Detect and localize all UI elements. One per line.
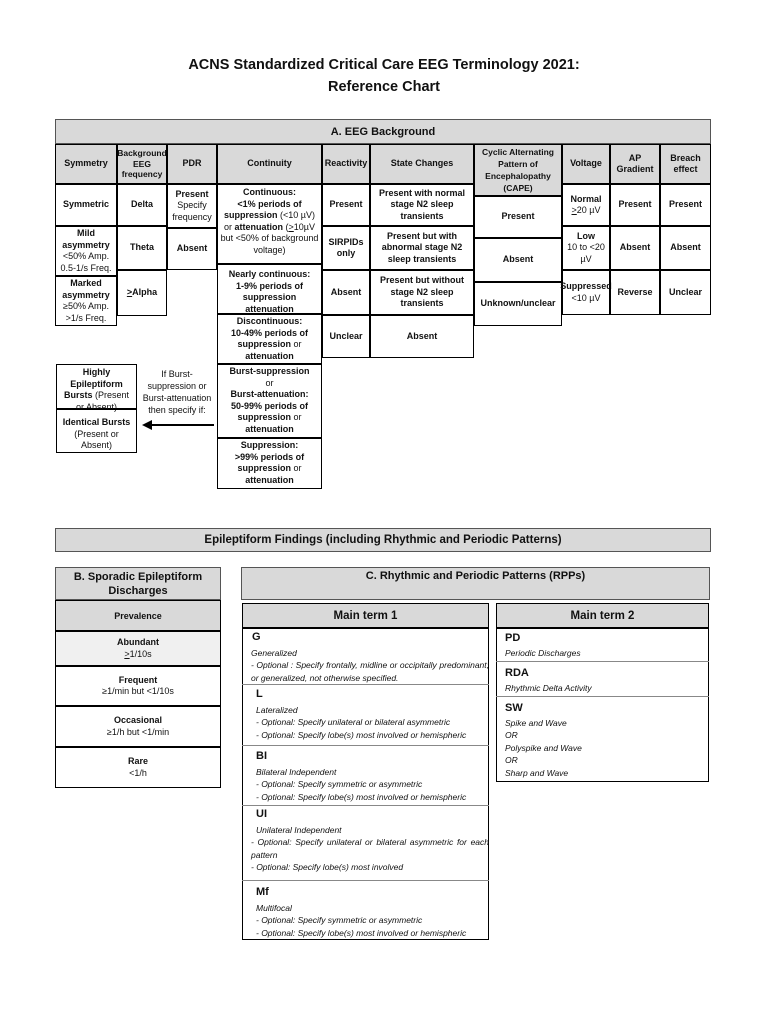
divider xyxy=(242,880,489,881)
continuous-text-a: <1% periods of suppression xyxy=(224,198,302,220)
term-sw-or-2: OR xyxy=(505,755,518,766)
discontinuous-text-b: or xyxy=(291,339,302,349)
term-periodic-discharges xyxy=(497,630,708,659)
marked-asymmetry-freq: >1/s Freq. xyxy=(65,312,107,323)
term-rda: RDA xyxy=(505,667,529,679)
term-g-desc: Generalized xyxy=(251,648,297,658)
term-l-optional-2: - Optional: Specify lobe(s) most involved or hemispheric xyxy=(256,729,467,740)
term-mf-desc: Multifocal xyxy=(256,903,292,913)
discontinuous-text-c: attenuation xyxy=(245,350,294,361)
epileptiform-section-title: Epileptiform Findings (including Rhythmic and Periodic Patterns) xyxy=(55,528,711,552)
rare-value: <1/h xyxy=(129,767,147,778)
highly-epileptiform-title: Highly Epileptiform Bursts xyxy=(63,367,123,400)
divider xyxy=(496,696,709,697)
header-reactivity: Reactivity xyxy=(322,144,370,184)
marked-asymmetry-amp: ≥50% Amp. xyxy=(63,301,109,311)
symmetry-marked xyxy=(55,276,117,326)
eeg-background-section-title: A. EEG Background xyxy=(55,119,711,144)
term-ui-desc: Unilateral Independent xyxy=(256,825,342,835)
burst-attenuation-title: Burst-attenuation: xyxy=(230,389,309,399)
term-mf-optional-1: - Optional: Specify symmetric or asymmetric xyxy=(256,915,423,926)
term-l-desc: Lateralized xyxy=(256,705,298,715)
main-term-2-header: Main term 2 xyxy=(496,603,709,628)
continuous-text-b: (<10 µV) or xyxy=(224,210,315,232)
continuity-suppression xyxy=(217,438,322,489)
term-l-optional-1: - Optional: Specify unilateral or bilateral asymmetric xyxy=(256,717,451,728)
abundant-ge-symbol: > xyxy=(124,648,130,659)
header-ap-gradient: AP Gradient xyxy=(610,144,660,184)
frequency-delta: Delta xyxy=(117,184,167,226)
voltage-low xyxy=(562,226,610,270)
burst-suppression-title: Burst-suppression xyxy=(229,366,310,376)
prevalence-abundant xyxy=(55,631,221,666)
voltage-ge-symbol: > xyxy=(571,205,577,215)
cape-present: Present xyxy=(474,196,562,238)
suppression-text-a: >99% periods of suppression xyxy=(234,451,305,473)
term-ui: UI xyxy=(256,808,267,820)
term-ui-optional-1: - Optional: Specify unilateral or bilateral asymmetric for each pattern xyxy=(251,837,489,860)
highly-epileptiform-bursts xyxy=(56,364,137,412)
voltage-suppressed xyxy=(562,270,610,315)
cape-unknown: Unknown/unclear xyxy=(474,282,562,326)
header-breach-effect: Breach effect xyxy=(660,144,711,184)
continuous-text-d: ( xyxy=(283,221,289,232)
breach-present: Present xyxy=(660,184,711,226)
term-g-optional: - Optional : Specify frontally, midline or occipitally predominant; or generalized, not otherwise specified. xyxy=(251,660,489,683)
marked-asymmetry-title: Marked asymmetry xyxy=(62,278,110,300)
term-spike-and-wave xyxy=(497,700,708,779)
rpp-title: C. Rhythmic and Periodic Patterns (RPPs) xyxy=(241,567,710,600)
term-bi-optional-1: - Optional: Specify symmetric or asymmetric xyxy=(256,779,423,790)
term-bi: BI xyxy=(256,750,267,762)
reactivity-sirpids: SIRPIDs only xyxy=(322,226,370,270)
term-ui-optional-2: - Optional: Specify lobe(s) most involved xyxy=(251,862,404,873)
mild-asymmetry-freq: 0.5-1/s Freq. xyxy=(60,262,112,273)
ap-gradient-present: Present xyxy=(610,184,660,226)
term-sw: SW xyxy=(505,702,523,714)
header-symmetry: Symmetry xyxy=(55,144,117,184)
continuous-text-e: 10µV but <50% of background voltage) xyxy=(220,221,319,255)
frequency-alpha xyxy=(117,270,167,316)
header-voltage: Voltage xyxy=(562,144,610,184)
term-bi-desc: Bilateral Independent xyxy=(256,767,337,777)
term-unilateral-independent xyxy=(242,806,489,874)
term-generalized xyxy=(242,629,489,684)
identical-bursts-note: (Present or Absent) xyxy=(74,428,119,450)
reactivity-absent: Absent xyxy=(322,270,370,315)
burst-text-c: attenuation xyxy=(245,423,294,434)
term-pd-desc: Periodic Discharges xyxy=(505,648,581,658)
voltage-suppressed-title: Suppressed xyxy=(560,281,612,291)
state-changes-absent: Absent xyxy=(370,315,474,358)
state-changes-abnormal: Present but with abnormal stage N2 sleep transients xyxy=(370,226,474,270)
frequent-value: ≥1/min but <1/10s xyxy=(102,686,174,696)
term-bi-optional-2: - Optional: Specify lobe(s) most involved or hemispheric xyxy=(256,791,467,802)
term-rhythmic-delta xyxy=(497,665,708,694)
voltage-suppressed-value: <10 µV xyxy=(571,292,601,303)
burst-text-a: 50-99% periods of suppression xyxy=(230,400,309,422)
abundant-value-wrap xyxy=(124,649,151,661)
suppression-text-c: attenuation xyxy=(245,474,294,485)
continuous-ge-symbol: > xyxy=(288,221,294,232)
state-changes-normal: Present with normal stage N2 sleep transients xyxy=(370,184,474,226)
main-term-1-header: Main term 1 xyxy=(242,603,489,628)
page-subtitle: Reference Chart xyxy=(327,79,440,95)
cape-absent: Absent xyxy=(474,238,562,282)
prevalence-occasional xyxy=(55,706,221,747)
pdr-present-note: Specify frequency xyxy=(172,200,212,222)
term-bilateral-independent xyxy=(242,748,489,803)
continuity-burst xyxy=(217,364,322,438)
pdr-present-label: Present xyxy=(175,188,209,199)
sporadic-title: B. Sporadic Epileptiform Discharges xyxy=(55,567,221,600)
nearly-continuous-text: 1-9% periods of suppression attenuation xyxy=(235,280,303,314)
occasional-label: Occasional xyxy=(113,715,163,725)
pdr-present xyxy=(167,184,217,228)
mild-asymmetry-amp: <50% Amp. xyxy=(62,251,110,261)
term-rda-desc: Rhythmic Delta Activity xyxy=(505,683,592,693)
highly-epileptiform-note: (Present or Absent) xyxy=(75,390,130,412)
continuous-title: Continuous: xyxy=(243,187,296,197)
voltage-normal-value: 20 µV xyxy=(576,205,601,215)
identical-bursts xyxy=(56,409,137,453)
abundant-value: 1/10s xyxy=(129,648,152,659)
term-multifocal xyxy=(242,884,489,939)
voltage-low-title: Low xyxy=(577,230,595,241)
mild-asymmetry-title: Mild asymmetry xyxy=(62,228,110,250)
reactivity-present: Present xyxy=(322,184,370,226)
term-lateralized xyxy=(242,686,489,741)
occasional-value: ≥1/h but <1/min xyxy=(106,726,170,737)
continuous-text-c: attenuation xyxy=(234,221,284,232)
breach-unclear: Unclear xyxy=(660,270,711,315)
page-title: ACNS Standardized Critical Care EEG Terminology 2021: xyxy=(188,57,580,73)
frequency-theta: Theta xyxy=(117,226,167,270)
term-sw-or-1: OR xyxy=(505,730,518,741)
continuity-continuous xyxy=(217,184,322,264)
term-sw-desc-2: Polyspike and Wave xyxy=(505,742,582,753)
term-g: G xyxy=(252,631,261,643)
ap-gradient-reverse: Reverse xyxy=(610,270,660,315)
continuity-discontinuous xyxy=(217,314,322,364)
pdr-absent: Absent xyxy=(167,228,217,270)
term-sw-desc-1: Spike and Wave xyxy=(505,718,567,728)
discontinuous-title: Discontinuous: xyxy=(236,316,303,326)
divider xyxy=(242,745,489,746)
left-arrow-icon xyxy=(140,418,216,432)
symmetry-mild xyxy=(55,226,117,276)
voltage-low-value: 10 to <20 µV xyxy=(567,242,605,264)
reactivity-unclear: Unclear xyxy=(322,315,370,358)
header-state-changes: State Changes xyxy=(370,144,474,184)
header-cape: Cyclic Alternating Pattern of Encephalopathy (CAPE) xyxy=(474,144,562,196)
voltage-normal-value-wrap xyxy=(572,205,601,217)
prevalence-rare xyxy=(55,747,221,788)
term-l: L xyxy=(256,688,263,700)
header-pdr: PDR xyxy=(167,144,217,184)
term-sw-desc-3: Sharp and Wave xyxy=(505,767,569,778)
discontinuous-text-a: 10-49% periods of suppression xyxy=(230,327,309,349)
alpha-label: Alpha xyxy=(132,287,158,298)
state-changes-without: Present but without stage N2 sleep transients xyxy=(370,270,474,315)
continuity-nearly xyxy=(217,264,322,314)
symmetry-symmetric: Symmetric xyxy=(55,184,117,226)
burst-text-b: or xyxy=(291,412,302,422)
rare-label: Rare xyxy=(127,756,148,766)
abundant-label: Abundant xyxy=(117,637,159,647)
term-pd: PD xyxy=(505,632,521,644)
breach-absent: Absent xyxy=(660,226,711,270)
alpha-ge-symbol: > xyxy=(126,287,133,298)
divider xyxy=(496,661,709,662)
voltage-normal-title: Normal xyxy=(570,193,602,204)
bursts-note: If Burst-suppression or Burst-attenuation then specify if: xyxy=(142,369,212,415)
header-frequency: Background EEG frequency xyxy=(117,144,167,184)
voltage-normal xyxy=(562,184,610,226)
header-continuity: Continuity xyxy=(217,144,322,184)
identical-bursts-title: Identical Bursts xyxy=(62,417,131,427)
prevalence-frequent xyxy=(55,666,221,706)
suppression-text-b: or xyxy=(291,463,302,473)
burst-or: or xyxy=(265,377,274,388)
frequent-label: Frequent xyxy=(118,674,158,685)
ap-gradient-absent: Absent xyxy=(610,226,660,270)
prevalence-header: Prevalence xyxy=(55,600,221,631)
nearly-continuous-title: Nearly continuous: xyxy=(228,269,311,279)
term-mf-optional-2: - Optional: Specify lobe(s) most involved or hemispheric xyxy=(256,927,467,938)
term-mf: Mf xyxy=(256,886,269,898)
suppression-title: Suppression: xyxy=(240,440,299,450)
